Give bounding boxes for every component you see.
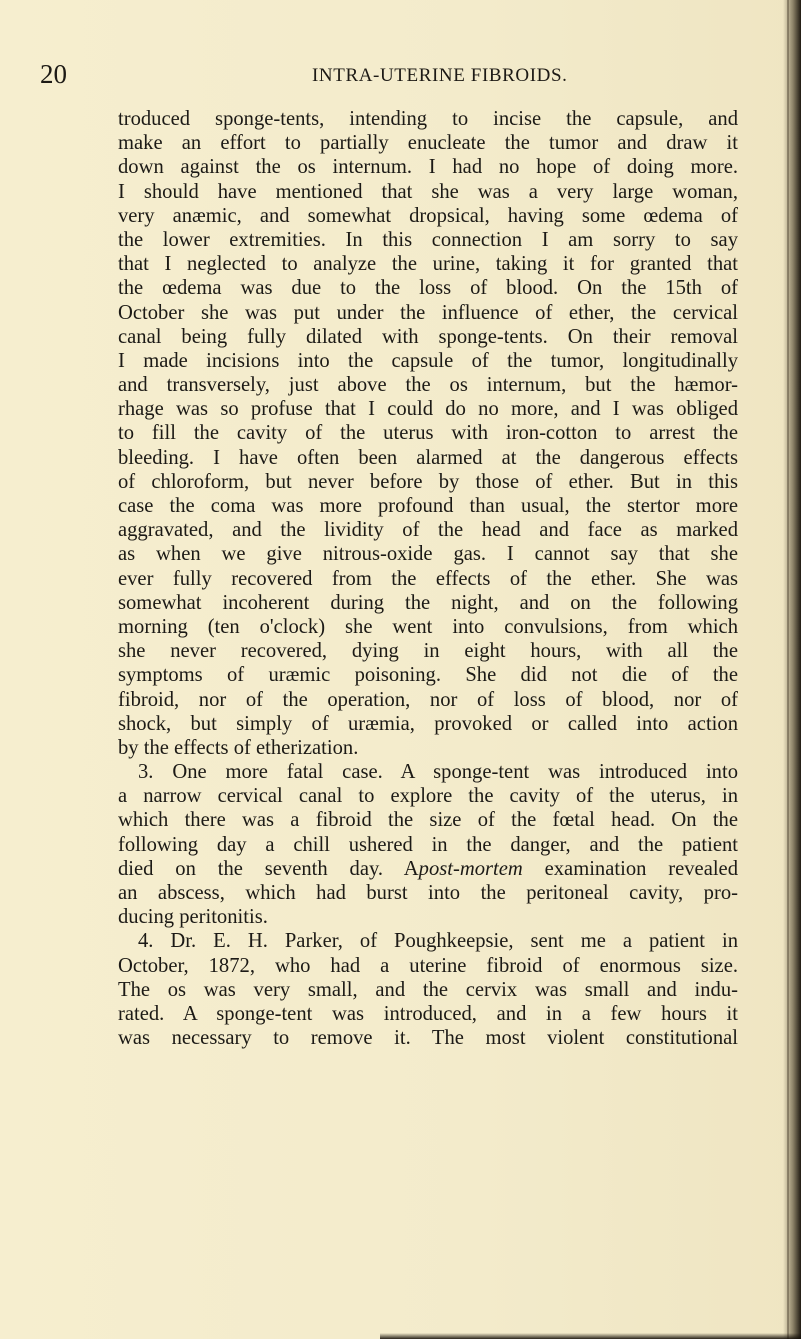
text-line: October, 1872, who had a uterine fibroid of enormous size. <box>118 954 738 977</box>
text-line: bleeding. I have often been alarmed at the dangerous effects <box>118 446 738 469</box>
text-segment: died on the seventh day. A <box>118 857 419 880</box>
text-line: 3. One more fatal case. A sponge-tent was introduced into <box>138 761 738 784</box>
text-line: that I neglected to analyze the urine, taking it for granted that <box>118 253 738 276</box>
page-header <box>0 60 801 88</box>
text-line: rhage was so profuse that I could do no more, and I was obliged <box>118 398 738 421</box>
text-line: ever fully recovered from the effects of the ether. She was <box>118 567 738 590</box>
text-line: symptoms of uræmic poisoning. She did not die of the <box>118 664 738 687</box>
page-binding-shadow <box>783 0 801 1339</box>
text-line: somewhat incoherent during the night, and on the following <box>118 591 738 614</box>
text-line: troduced sponge-tents, intending to incise the capsule, and <box>118 108 738 130</box>
text-line: canal being fully dilated with sponge-tents. On their removal <box>118 325 738 348</box>
text-line: 4. Dr. E. H. Parker, of Poughkeepsie, sent me a patient in <box>138 930 738 953</box>
text-line: The os was very small, and the cervix was small and indu- <box>118 978 738 1001</box>
text-line: morning (ten o'clock) she went into convulsions, from which <box>118 615 738 638</box>
text-line: a narrow cervical canal to explore the cavity of the uterus, in <box>118 785 738 808</box>
text-line: by the effects of etherization. <box>118 736 359 759</box>
text-line: the œdema was due to the loss of blood. On the 15th of <box>118 277 738 300</box>
page-bottom-shadow <box>380 1333 801 1339</box>
text-line: she never recovered, dying in eight hours, with all the <box>118 640 738 663</box>
text-line: down against the os internum. I had no hope of doing more. <box>118 156 738 179</box>
text-line: make an effort to partially enucleate the tumor and draw it <box>118 132 738 155</box>
text-line: rated. A sponge-tent was introduced, and in a few hours it <box>118 1002 738 1025</box>
text-line: I made incisions into the capsule of the tumor, longitudinally <box>118 349 738 372</box>
text-line: very anæmic, and somewhat dropsical, having some œdema of <box>118 204 738 227</box>
text-line: an abscess, which had burst into the peritoneal cavity, pro- <box>118 882 738 904</box>
text-line: aggravated, and the lividity of the head and face as marked <box>118 519 738 542</box>
italic-term: post-mortem <box>418 857 523 880</box>
text-line: October she was put under the influence of ether, the cervical <box>118 301 738 324</box>
text-line: which there was a fibroid the size of the fœtal head. On the <box>118 809 738 832</box>
text-line: case the coma was more profound than usual, the stertor more <box>118 495 738 517</box>
body-text <box>118 107 738 1050</box>
running-title: INTRA-UTERINE FIBROIDS. <box>312 65 568 86</box>
text-line: I should have mentioned that she was a very large woman, <box>118 180 738 203</box>
text-line: was necessary to remove it. The most violent constitutional <box>118 1027 738 1050</box>
text-line: fibroid, nor of the operation, nor of loss of blood, nor of <box>118 688 738 711</box>
page-number: 20 <box>40 59 67 89</box>
text-line <box>118 857 738 881</box>
text-line: of chloroform, but never before by those of ether. But in this <box>118 470 738 493</box>
text-line: to fill the cavity of the uterus with iron-cotton to arrest the <box>118 422 738 445</box>
text-line: as when we give nitrous-oxide gas. I cannot say that she <box>118 543 738 566</box>
text-line: the lower extremities. In this connection I am sorry to say <box>118 228 738 251</box>
text-line: and transversely, just above the os internum, but the hæmor- <box>118 374 738 397</box>
text-line: shock, but simply of uræmia, provoked or called into action <box>118 712 738 735</box>
text-segment: examination revealed <box>522 857 738 880</box>
text-line: ducing peritonitis. <box>118 906 268 929</box>
text-line: following day a chill ushered in the danger, and the patient <box>118 833 738 856</box>
